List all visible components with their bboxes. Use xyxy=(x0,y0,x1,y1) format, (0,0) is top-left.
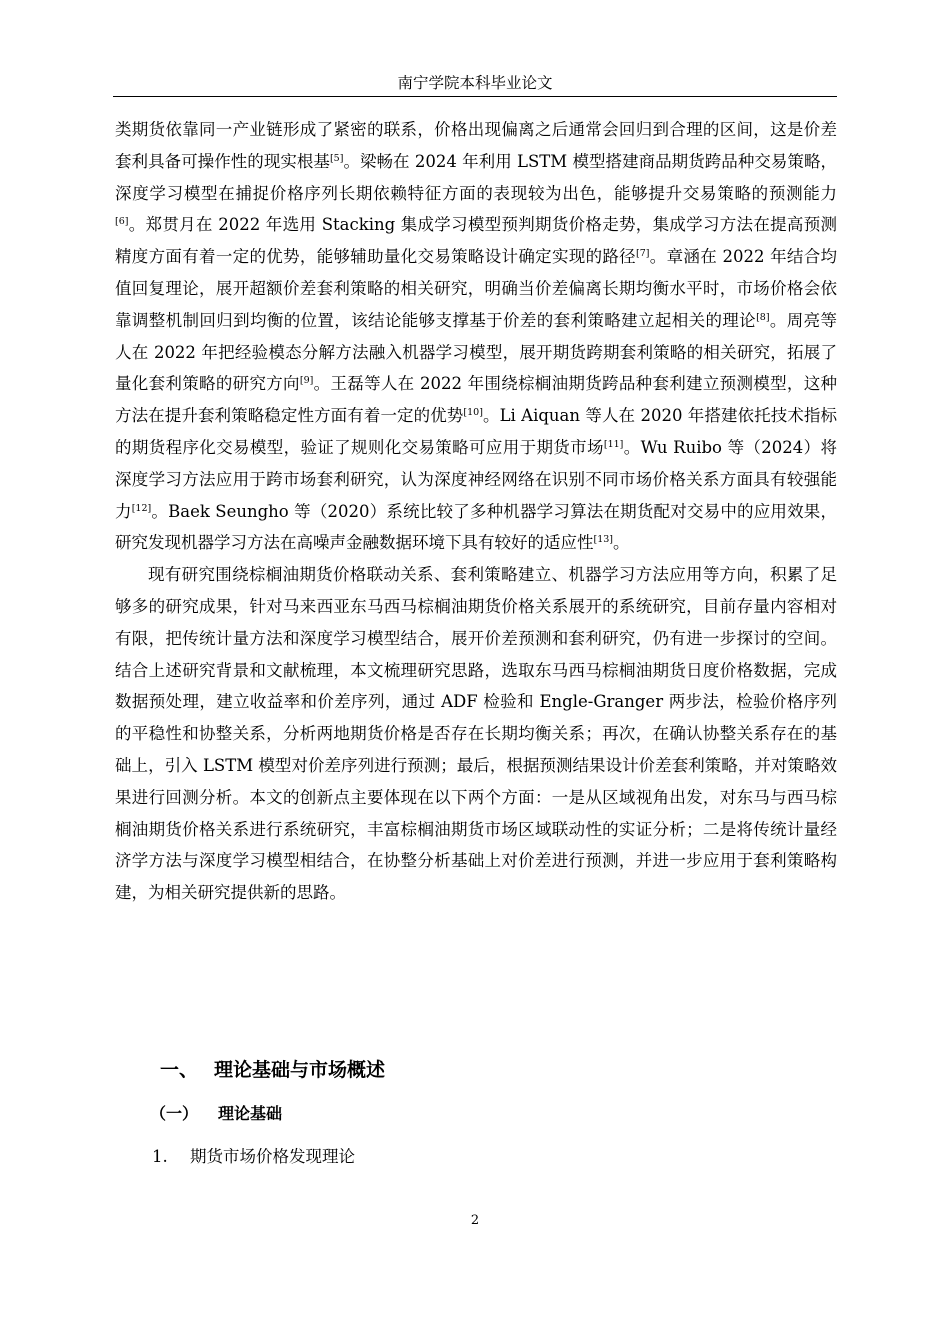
text-segment: 。Li Aiquan 等人在 2020 年搭建依托技术指标的期货程序化交易模型，验证了规则化交易策略可应用于期货市场 xyxy=(115,406,838,457)
citation-ref: [11] xyxy=(603,438,624,450)
text-segment: 。周亮等人在 2022 年把经验模态分解方法融入机器学习模型，展开期货跨期套利策略的相关研究，拓展了量化套利策略的研究方向 xyxy=(115,310,838,394)
paragraph-research-outline: 现有研究围绕棕榈油期货价格联动关系、套利策略建立、机器学习方法应用等方向，积累了足够多的研究成果，针对马来西亚东马西马棕榈油期货价格关系展开的系统研究，目前存量内容相对有限，把传统计量方法和深度学习模型结合，展开价差预测和套利研究，仍有进一步探讨的空间。结合上述研究背景和文献梳理，本文梳理研究思路，选取东马西马棕榈油期货日度价格数据，完成数据预处理，建立收益率和价差序列，通过 ADF 检验和 Engle-Granger 两步法，检验价格序列的平稳性和协整关系，分析两地期货价格是否存在长期均衡关系；再次，在确认协整关系存在的基础上，引入 LSTM 模型对价差序列进行预测；最后，根据预测结果设计价差套利策略，并对策略效果进行回测分析。本文的创新点主要体现在以下两个方面：一是从区域视角出发，对东马与西马棕榈油期货价格关系进行系统研究，丰富棕榈油期货市场区域联动性的实证分析；二是将传统计量经济学方法与深度学习模型相结合，在协整分析基础上对价差进行预测，并进一步应用于套利策略构建，为相关研究提供新的思路。 xyxy=(115,565,837,903)
text-segment: 。王磊等人在 2022 年围绕棕榈油期货跨品种套利建立预测模型，这种方法在提升套利策略稳定性方面有着一定的优势 xyxy=(115,374,838,426)
text-segment: 。 xyxy=(613,533,630,553)
subsubsection-number: 1. xyxy=(152,1147,168,1166)
citation-ref: [7] xyxy=(636,248,650,260)
subsubsection-heading xyxy=(152,1143,355,1171)
subsection-title: 理论基础 xyxy=(218,1104,283,1123)
subsection-heading xyxy=(150,1100,282,1128)
body-text xyxy=(115,114,837,909)
section-number: 一、 xyxy=(160,1059,199,1081)
citation-ref: [6] xyxy=(115,216,129,228)
citation-ref: [10] xyxy=(463,407,483,419)
citation-ref: [13] xyxy=(593,534,614,546)
subsection-number: （一） xyxy=(150,1104,199,1123)
text-segment: 。郑贯月在 2022 年选用 Stacking 集成学习模型预判期货价格走势，集成学习方法在提高预测精度方面有着一定的优势，能够辅助量化交易策略设计确定实现的路径 xyxy=(115,215,837,267)
text-segment: 。Wu Ruibo 等（2024）将深度学习方法应用于跨市场套利研究，认为深度神经网络在识别不同市场价格关系方面具有较强能力 xyxy=(115,437,837,521)
text-segment: 类期货依靠同一产业链形成了紧密的联系，价格出现偏离之后通常会回归到合理的区间，这是价差套利具备可操作性的现实根基 xyxy=(115,120,837,171)
citation-ref: [12] xyxy=(131,502,152,514)
text-segment: 。章涵在 2022 年结合均值回复理论，展开超额价差套利策略的相关研究，明确当价差偏离长期均衡水平时，市场价格会依靠调整机制回归到均衡的位置，该结论能够支撑基于价差的套利策略建立起相关的理论 xyxy=(115,247,838,330)
text-segment: 。梁畅在 2024 年利用 LSTM 模型搭建商品期货跨品种交易策略，深度学习模型在捕捉价格序列长期依赖特征方面的表现较为出色，能够提升交易策略的预测能力 xyxy=(115,151,837,203)
citation-ref: [9] xyxy=(299,375,314,387)
section-heading xyxy=(160,1055,385,1085)
citation-ref: [8] xyxy=(756,311,770,323)
page-number: 2 xyxy=(470,1213,480,1228)
subsubsection-title: 期货市场价格发现理论 xyxy=(190,1147,355,1166)
text-segment: 。Baek Seungho 等（2020）系统比较了多种机器学习算法在期货配对交易中的应用效果，研究发现机器学习方法在高噪声金融数据环境下具有较好的适应性 xyxy=(115,501,838,553)
citation-ref: [5] xyxy=(329,152,344,164)
page-header: 南宁学院本科毕业论文 xyxy=(113,70,837,97)
section-title: 理论基础与市场概述 xyxy=(214,1059,386,1081)
paragraph-literature-review xyxy=(115,114,837,559)
